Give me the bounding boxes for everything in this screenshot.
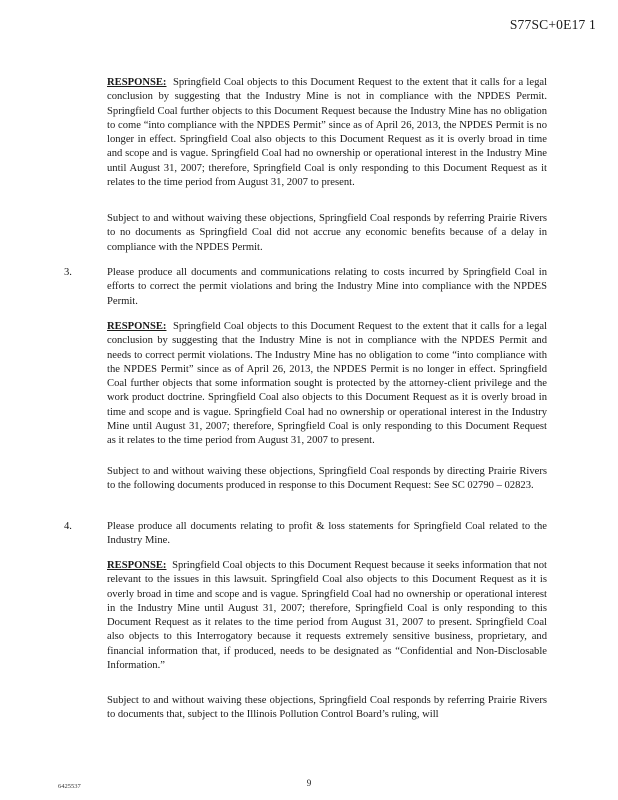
item-number-3: 3. bbox=[64, 267, 72, 278]
subject-paragraph-item2 bbox=[107, 212, 547, 255]
subject-text: Subject to and without waiving these objections, Springfield Coal responds by directing Prairie Rivers to the following documents produced in response to this Document Request: See SC 02790 – 02823. bbox=[107, 466, 547, 492]
request-paragraph-item4 bbox=[107, 520, 547, 549]
subject-paragraph-item3 bbox=[107, 465, 547, 494]
request-text: Please produce all documents and communications relating to costs incurred by Springfield Coal in efforts to correct the permit violations and bring the Industry Mine into compliance with the NPDES Permit. bbox=[107, 267, 547, 307]
request-text: Please produce all documents relating to profit & loss statements for Springfield Coal related to the Industry Mine. bbox=[107, 521, 547, 547]
response-label: RESPONSE: bbox=[107, 560, 167, 571]
item-number-4: 4. bbox=[64, 521, 72, 532]
response-text: Springfield Coal objects to this Document Request to the extent that it calls for a legal conclusion by suggesting that the Industry Mine is not in compliance with the NPDES Permit and needs to correct permit violations. The Industry Mine has no obligation to come “into compliance with the NPDES Permit” since as of April 26, 2013, the NPDES Permit is no longer in effect. Springfield Coal further objects that some information sought is protected by the attorney-client privilege and the work product doctrine. Springfield Coal also objects to this Document Request as it is overly broad in time and scope and is vague. Springfield Coal had no ownership or operational interest in the Industry Mine until August 31, 2007; therefore, Springfield Coal is only responding to this Document Request as it relates to the time period from August 31, 2007 to present. bbox=[107, 321, 548, 446]
response-paragraph-item4 bbox=[107, 559, 547, 673]
subject-paragraph-item4 bbox=[107, 694, 547, 723]
footer-document-code: 6425537 bbox=[58, 783, 81, 790]
page-number: 9 bbox=[306, 778, 312, 788]
subject-text: Subject to and without waiving these objections, Springfield Coal responds by referring Prairie Rivers to documents that, subject to the Illinois Pollution Control Board’s ruling, will bbox=[107, 695, 547, 721]
bates-stamp: S77SC+0E17 1 bbox=[509, 17, 596, 32]
request-paragraph-item3 bbox=[107, 266, 547, 309]
response-paragraph-item3 bbox=[107, 320, 547, 448]
response-label: RESPONSE: bbox=[107, 77, 167, 88]
response-text: Springfield Coal objects to this Document Request because it seeks information that not relevant to the issues in this lawsuit. Springfield Coal also objects to this Document Request as it is overly broad in time and scope and is vague. Springfield Coal had no ownership or operational interest in the Industry Mine until August 31, 2007; therefore, Springfield Coal is only responding to this Document Request as it relates to the time period from August 31, 2007 to present. Springfield Coal also objects to this Interrogatory because it requests extremely sensitive business, proprietary, and financial information that, if produced, needs to be designated as “Confidential and Non-Disclosable Information.” bbox=[107, 560, 548, 671]
response-paragraph-item2 bbox=[107, 76, 547, 190]
response-label: RESPONSE: bbox=[107, 321, 167, 332]
response-text: Springfield Coal objects to this Document Request to the extent that it calls for a legal conclusion by suggesting that the Industry Mine is not in compliance with the NPDES Permit. Springfield Coal further objects to this Document Request because the Industry Mine has no obligation to come “into compliance with the NPDES Permit” since as of April 26, 2013, the NPDES Permit is no longer in effect. Springfield Coal also objects to this Document Request as it is overly broad in time and scope and is vague. Springfield Coal had no ownership or operational interest in the Industry Mine until August 31, 2007; therefore, Springfield Coal is only responding to this Document Request as it relates to the time period from August 31, 2007 to present. bbox=[107, 77, 548, 188]
subject-text: Subject to and without waiving these objections, Springfield Coal responds by referring Prairie Rivers to no documents as Springfield Coal did not accrue any economic benefits because of a delay in compliance with the NPDES Permit. bbox=[107, 213, 547, 253]
